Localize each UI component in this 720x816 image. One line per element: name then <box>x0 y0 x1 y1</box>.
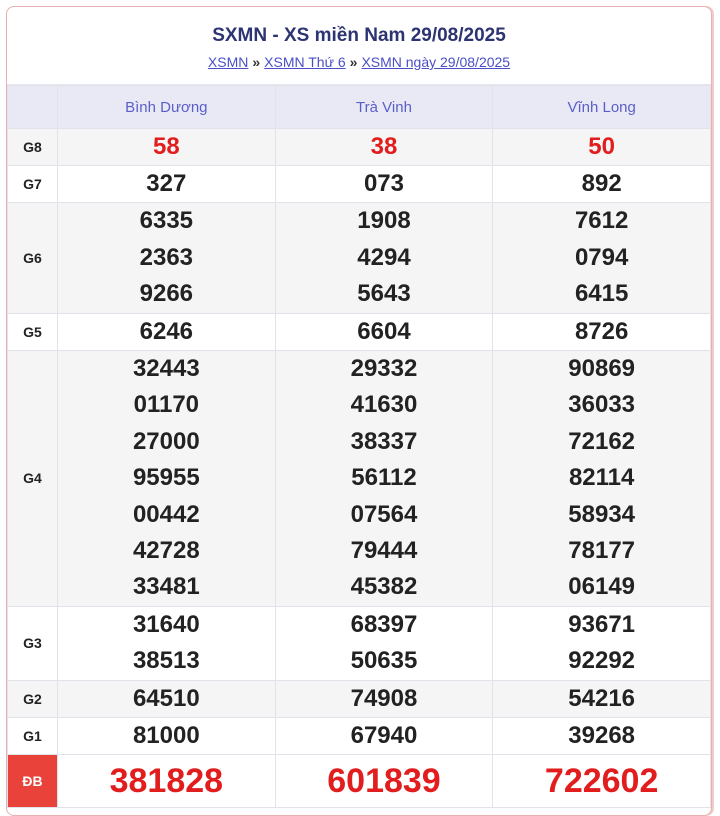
special-prize-number: 601839 <box>275 755 493 808</box>
prize-cell <box>493 350 711 606</box>
prize-number: 6335 <box>139 207 194 235</box>
prize-number: 72162 <box>568 427 636 455</box>
prize-number: 50635 <box>350 647 418 675</box>
prize-label: G7 <box>8 166 58 203</box>
prize-cell <box>275 606 493 680</box>
prize-row-g1 <box>8 717 711 754</box>
prize-number: 5643 <box>357 280 411 308</box>
corner-cell <box>8 86 58 129</box>
prize-number: 01170 <box>133 391 200 419</box>
prize-number: 50 <box>493 129 711 166</box>
prize-label: G6 <box>8 203 58 313</box>
prize-number: 073 <box>275 166 493 203</box>
prize-row-g4 <box>8 350 711 606</box>
prize-number: 56112 <box>351 464 417 492</box>
results-table <box>7 85 711 808</box>
breadcrumb-xsmn-link[interactable]: XSMN <box>207 54 249 70</box>
prize-number: 1908 <box>357 207 411 235</box>
prize-number: 68397 <box>350 610 418 638</box>
breadcrumb-separator: » <box>349 54 358 70</box>
province-header[interactable]: Vĩnh Long <box>493 86 711 129</box>
prize-number: 00442 <box>132 500 200 528</box>
prize-label: G2 <box>8 680 58 717</box>
prize-number: 8726 <box>493 313 711 350</box>
prize-label: G1 <box>8 717 58 754</box>
prize-number: 06149 <box>568 573 636 601</box>
prize-row-special <box>8 755 711 808</box>
prize-number: 78177 <box>568 536 636 564</box>
prize-number: 9266 <box>139 280 194 308</box>
prize-number: 45382 <box>350 573 418 601</box>
prize-number: 38 <box>275 129 493 166</box>
prize-number: 6604 <box>275 313 493 350</box>
province-header[interactable]: Trà Vinh <box>275 86 493 129</box>
prize-number: 64510 <box>58 680 276 717</box>
prize-cell <box>275 203 493 313</box>
prize-row-g8 <box>8 129 711 166</box>
prize-number: 39268 <box>493 717 711 754</box>
prize-row-g5 <box>8 313 711 350</box>
prize-number: 79444 <box>350 536 418 564</box>
page-title: SXMN - XS miền Nam 29/08/2025 <box>212 25 506 46</box>
prize-label: G3 <box>8 606 58 680</box>
prize-number: 95955 <box>132 464 200 492</box>
prize-number: 41630 <box>350 391 418 419</box>
prize-cell <box>58 203 276 313</box>
prize-row-g7 <box>8 166 711 203</box>
special-prize-label: ĐB <box>8 755 58 808</box>
prize-number: 0794 <box>574 243 629 271</box>
prize-number: 892 <box>493 166 711 203</box>
prize-number: 92292 <box>568 647 636 675</box>
prize-number: 33481 <box>132 573 200 601</box>
special-prize-number: 722602 <box>493 755 711 808</box>
special-prize-number: 381828 <box>58 755 276 808</box>
prize-number: 31640 <box>132 610 200 638</box>
prize-number: 6246 <box>58 313 276 350</box>
prize-row-g6 <box>8 203 711 313</box>
prize-number: 67940 <box>275 717 493 754</box>
prize-row-g3 <box>8 606 711 680</box>
prize-row-g2 <box>8 680 711 717</box>
prize-label: G5 <box>8 313 58 350</box>
prize-number: 29332 <box>350 354 418 382</box>
prize-label: G8 <box>8 129 58 166</box>
breadcrumb-separator: » <box>252 54 261 70</box>
prize-number: 2363 <box>139 243 194 271</box>
prize-number: 58 <box>58 129 276 166</box>
prize-cell <box>58 606 276 680</box>
prize-number: 74908 <box>275 680 493 717</box>
prize-number: 6415 <box>574 280 629 308</box>
prize-number: 81000 <box>58 717 276 754</box>
prize-number: 38513 <box>132 647 200 675</box>
prize-number: 36033 <box>568 391 636 419</box>
results-card <box>6 6 712 816</box>
prize-number: 4294 <box>357 243 411 271</box>
province-header[interactable]: Bình Dương <box>58 86 276 129</box>
prize-number: 93671 <box>568 610 636 638</box>
prize-cell <box>58 350 276 606</box>
prize-number: 32443 <box>132 354 200 382</box>
prize-number: 38337 <box>350 427 418 455</box>
prize-cell <box>493 606 711 680</box>
prize-number: 58934 <box>568 500 636 528</box>
table-header-row <box>8 86 711 129</box>
prize-number: 27000 <box>132 427 200 455</box>
prize-number: 82114 <box>568 464 635 492</box>
results-header <box>7 7 711 85</box>
prize-number: 07564 <box>350 500 418 528</box>
prize-label: G4 <box>8 350 58 606</box>
breadcrumb-date-link[interactable]: XSMN ngày 29/08/2025 <box>361 54 511 70</box>
prize-cell <box>275 350 493 606</box>
prize-number: 54216 <box>493 680 711 717</box>
prize-number: 42728 <box>132 536 200 564</box>
prize-number: 90869 <box>568 354 636 382</box>
breadcrumb <box>7 54 711 70</box>
prize-cell <box>493 203 711 313</box>
breadcrumb-weekday-link[interactable]: XSMN Thứ 6 <box>264 54 346 70</box>
prize-number: 7612 <box>574 207 629 235</box>
prize-number: 327 <box>58 166 276 203</box>
